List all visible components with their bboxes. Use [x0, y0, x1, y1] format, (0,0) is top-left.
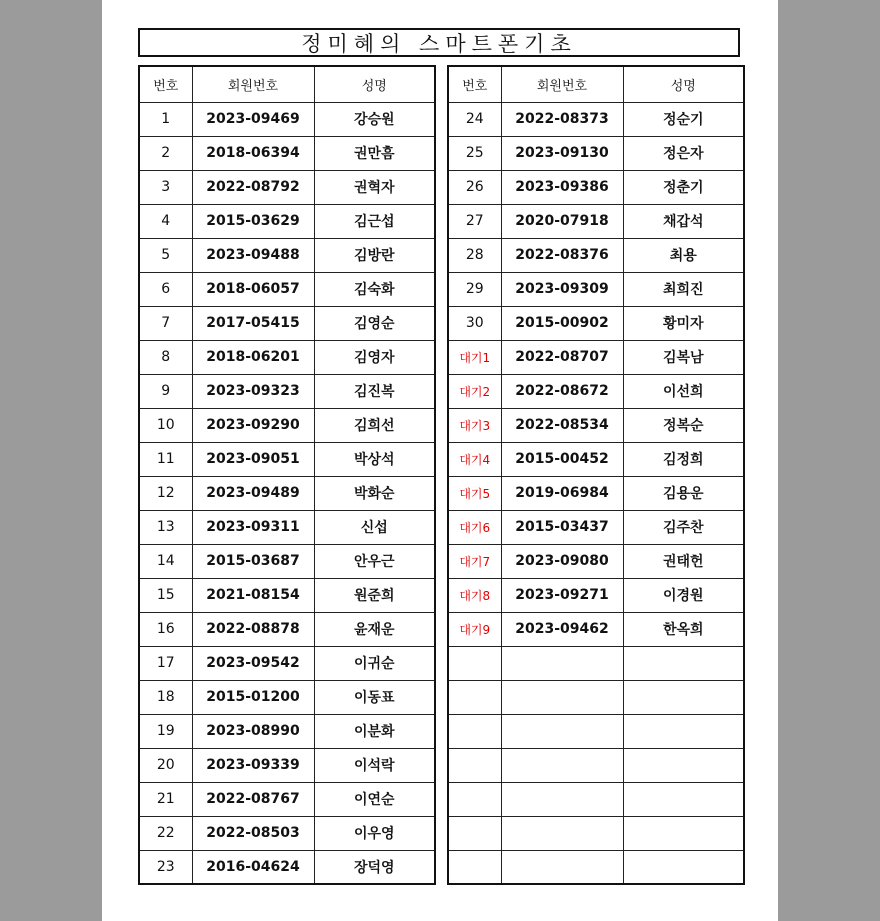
header-number: 번호	[448, 66, 501, 102]
table-row	[139, 136, 435, 170]
member-name-cell: 정춘기	[623, 170, 744, 204]
member-name-cell: 김근섭	[314, 204, 435, 238]
table-row	[448, 544, 744, 578]
member-id-cell	[501, 850, 623, 884]
member-id-cell	[501, 748, 623, 782]
table-row	[139, 306, 435, 340]
member-name-cell: 정복순	[623, 408, 744, 442]
row-number: 2	[139, 136, 192, 170]
row-number	[448, 748, 501, 782]
member-name-cell: 강승원	[314, 102, 435, 136]
table-row	[448, 408, 744, 442]
row-number	[448, 714, 501, 748]
roster-table-left	[138, 65, 436, 885]
member-name-cell: 정순기	[623, 102, 744, 136]
row-number: 29	[448, 272, 501, 306]
row-number	[448, 850, 501, 884]
member-id-cell: 2018-06057	[192, 272, 314, 306]
member-name-cell: 채갑석	[623, 204, 744, 238]
row-number: 대기7	[448, 544, 501, 578]
table-row	[448, 680, 744, 714]
member-name-cell: 신섭	[314, 510, 435, 544]
table-row	[448, 748, 744, 782]
table-row	[448, 646, 744, 680]
table-row	[139, 646, 435, 680]
table-row	[139, 544, 435, 578]
row-number: 16	[139, 612, 192, 646]
roster-table-right	[447, 65, 745, 885]
table-row	[448, 612, 744, 646]
row-number: 대기1	[448, 340, 501, 374]
row-number: 14	[139, 544, 192, 578]
table-row	[139, 476, 435, 510]
row-number: 26	[448, 170, 501, 204]
member-name-cell: 김숙화	[314, 272, 435, 306]
table-row	[448, 816, 744, 850]
member-id-cell	[501, 680, 623, 714]
table-header-row	[448, 66, 744, 102]
member-id-cell	[501, 816, 623, 850]
member-id-cell: 2023-09462	[501, 612, 623, 646]
member-name-cell: 이우영	[314, 816, 435, 850]
member-id-cell: 2023-09386	[501, 170, 623, 204]
member-name-cell: 권혁자	[314, 170, 435, 204]
member-name-cell: 이선희	[623, 374, 744, 408]
member-id-cell: 2015-03687	[192, 544, 314, 578]
member-name-cell: 최용	[623, 238, 744, 272]
row-number: 6	[139, 272, 192, 306]
table-row	[448, 340, 744, 374]
member-name-cell: 김정희	[623, 442, 744, 476]
row-number: 23	[139, 850, 192, 884]
row-number: 대기8	[448, 578, 501, 612]
member-id-cell: 2022-08672	[501, 374, 623, 408]
table-row	[448, 714, 744, 748]
row-number: 5	[139, 238, 192, 272]
member-name-cell: 김진복	[314, 374, 435, 408]
member-id-cell: 2023-09489	[192, 476, 314, 510]
member-name-cell: 김복남	[623, 340, 744, 374]
row-number: 대기6	[448, 510, 501, 544]
header-name: 성명	[623, 66, 744, 102]
member-id-cell	[501, 782, 623, 816]
member-name-cell: 이동표	[314, 680, 435, 714]
member-id-cell: 2017-05415	[192, 306, 314, 340]
member-id-cell: 2023-08990	[192, 714, 314, 748]
member-id-cell: 2018-06201	[192, 340, 314, 374]
member-name-cell: 원준희	[314, 578, 435, 612]
table-row	[448, 510, 744, 544]
member-id-cell: 2019-06984	[501, 476, 623, 510]
table-row	[448, 306, 744, 340]
page-title: 정미혜의 스마트폰기초	[138, 28, 740, 57]
member-id-cell: 2015-03629	[192, 204, 314, 238]
member-name-cell: 권태헌	[623, 544, 744, 578]
member-id-cell: 2023-09339	[192, 748, 314, 782]
member-name-cell: 정은자	[623, 136, 744, 170]
member-name-cell: 김영자	[314, 340, 435, 374]
member-id-cell: 2018-06394	[192, 136, 314, 170]
member-id-cell: 2023-09290	[192, 408, 314, 442]
table-row	[139, 510, 435, 544]
row-number: 20	[139, 748, 192, 782]
member-id-cell: 2023-09323	[192, 374, 314, 408]
member-name-cell: 안우근	[314, 544, 435, 578]
row-number	[448, 816, 501, 850]
table-row	[139, 850, 435, 884]
table-row	[448, 476, 744, 510]
member-id-cell: 2015-01200	[192, 680, 314, 714]
member-id-cell: 2023-09469	[192, 102, 314, 136]
table-row	[139, 408, 435, 442]
table-row	[448, 272, 744, 306]
header-name: 성명	[314, 66, 435, 102]
member-name-cell	[623, 714, 744, 748]
member-id-cell: 2023-09488	[192, 238, 314, 272]
member-name-cell	[623, 850, 744, 884]
table-row	[139, 816, 435, 850]
member-id-cell	[501, 714, 623, 748]
member-name-cell: 박상석	[314, 442, 435, 476]
member-name-cell: 최희진	[623, 272, 744, 306]
member-id-cell: 2022-08707	[501, 340, 623, 374]
row-number: 대기9	[448, 612, 501, 646]
table-row	[139, 442, 435, 476]
member-name-cell: 이분화	[314, 714, 435, 748]
row-number: 12	[139, 476, 192, 510]
table-row	[139, 170, 435, 204]
member-name-cell: 황미자	[623, 306, 744, 340]
row-number: 대기5	[448, 476, 501, 510]
row-number	[448, 646, 501, 680]
member-id-cell: 2022-08376	[501, 238, 623, 272]
member-name-cell	[623, 646, 744, 680]
table-row	[139, 680, 435, 714]
member-name-cell: 이연순	[314, 782, 435, 816]
member-name-cell: 이석락	[314, 748, 435, 782]
member-id-cell: 2023-09311	[192, 510, 314, 544]
member-id-cell: 2022-08767	[192, 782, 314, 816]
member-name-cell	[623, 782, 744, 816]
member-id-cell: 2020-07918	[501, 204, 623, 238]
member-id-cell: 2022-08792	[192, 170, 314, 204]
member-id-cell: 2015-03437	[501, 510, 623, 544]
row-number: 17	[139, 646, 192, 680]
table-row	[139, 374, 435, 408]
member-name-cell: 이경원	[623, 578, 744, 612]
row-number: 11	[139, 442, 192, 476]
row-number: 18	[139, 680, 192, 714]
row-number: 10	[139, 408, 192, 442]
row-number: 15	[139, 578, 192, 612]
table-row	[139, 238, 435, 272]
member-id-cell: 2023-09309	[501, 272, 623, 306]
table-row	[448, 850, 744, 884]
member-id-cell: 2022-08534	[501, 408, 623, 442]
member-name-cell: 한옥희	[623, 612, 744, 646]
row-number: 24	[448, 102, 501, 136]
member-id-cell: 2021-08154	[192, 578, 314, 612]
table-row	[139, 102, 435, 136]
row-number: 3	[139, 170, 192, 204]
table-row	[448, 102, 744, 136]
table-row	[139, 204, 435, 238]
table-row	[139, 340, 435, 374]
member-id-cell: 2023-09080	[501, 544, 623, 578]
row-number: 8	[139, 340, 192, 374]
member-name-cell	[623, 680, 744, 714]
row-number: 대기3	[448, 408, 501, 442]
member-id-cell: 2023-09271	[501, 578, 623, 612]
row-number: 30	[448, 306, 501, 340]
row-number: 대기4	[448, 442, 501, 476]
member-id-cell: 2015-00452	[501, 442, 623, 476]
table-row	[139, 748, 435, 782]
table-row	[139, 272, 435, 306]
table-row	[448, 238, 744, 272]
row-number	[448, 680, 501, 714]
document-page	[102, 0, 778, 921]
member-name-cell: 김용운	[623, 476, 744, 510]
row-number: 28	[448, 238, 501, 272]
table-row	[139, 782, 435, 816]
table-row	[448, 170, 744, 204]
row-number: 22	[139, 816, 192, 850]
table-row	[139, 714, 435, 748]
table-row	[448, 578, 744, 612]
member-name-cell: 이귀순	[314, 646, 435, 680]
member-name-cell: 김영순	[314, 306, 435, 340]
table-header-row	[139, 66, 435, 102]
row-number: 25	[448, 136, 501, 170]
table-row	[448, 782, 744, 816]
member-id-cell: 2015-00902	[501, 306, 623, 340]
row-number: 21	[139, 782, 192, 816]
member-name-cell: 장덕영	[314, 850, 435, 884]
row-number: 4	[139, 204, 192, 238]
member-id-cell: 2023-09542	[192, 646, 314, 680]
member-id-cell: 2023-09130	[501, 136, 623, 170]
header-member-id: 회원번호	[501, 66, 623, 102]
table-row	[139, 612, 435, 646]
member-name-cell: 윤재운	[314, 612, 435, 646]
table-row	[448, 136, 744, 170]
row-number: 27	[448, 204, 501, 238]
member-id-cell: 2022-08503	[192, 816, 314, 850]
member-id-cell: 2016-04624	[192, 850, 314, 884]
member-id-cell: 2022-08878	[192, 612, 314, 646]
header-number: 번호	[139, 66, 192, 102]
table-row	[448, 442, 744, 476]
member-name-cell: 박화순	[314, 476, 435, 510]
row-number: 대기2	[448, 374, 501, 408]
row-number: 9	[139, 374, 192, 408]
table-row	[139, 578, 435, 612]
member-name-cell: 김주찬	[623, 510, 744, 544]
member-name-cell	[623, 748, 744, 782]
table-row	[448, 374, 744, 408]
row-number: 19	[139, 714, 192, 748]
header-member-id: 회원번호	[192, 66, 314, 102]
row-number: 1	[139, 102, 192, 136]
table-row	[448, 204, 744, 238]
member-name-cell: 김희선	[314, 408, 435, 442]
member-id-cell: 2022-08373	[501, 102, 623, 136]
member-name-cell: 김방란	[314, 238, 435, 272]
member-name-cell: 권만흠	[314, 136, 435, 170]
row-number	[448, 782, 501, 816]
row-number: 13	[139, 510, 192, 544]
member-name-cell	[623, 816, 744, 850]
row-number: 7	[139, 306, 192, 340]
member-id-cell: 2023-09051	[192, 442, 314, 476]
member-id-cell	[501, 646, 623, 680]
